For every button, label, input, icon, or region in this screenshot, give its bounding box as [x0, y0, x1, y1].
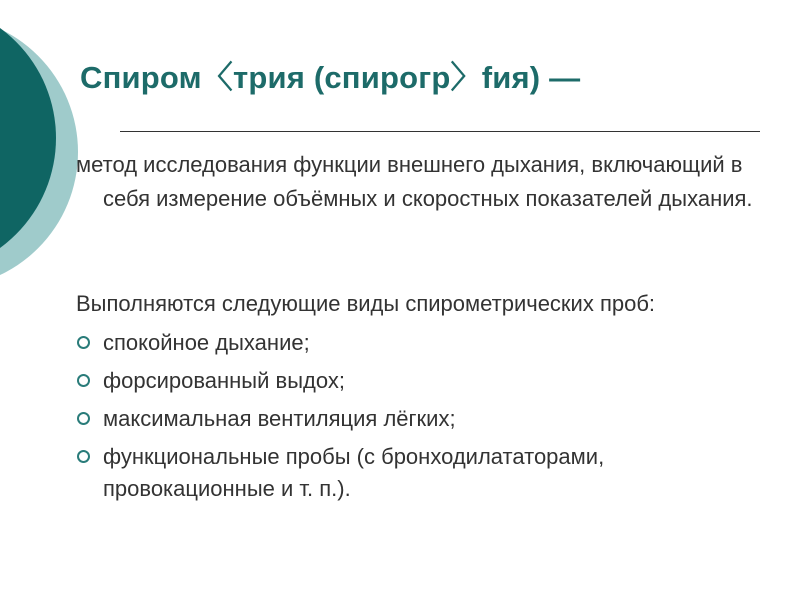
- circle-bullet-icon: [77, 336, 90, 349]
- circle-bullet-icon: [77, 450, 90, 463]
- list-item-text: спокойное дыхание;: [103, 330, 310, 355]
- list-item: [76, 327, 756, 359]
- list-item-text: функциональные пробы (с бронходилататорами, провокационные и т. п.).: [103, 444, 605, 501]
- title-underline: [120, 131, 760, 132]
- definition-text: метод исследования функции внешнего дыхания, включающий в себя измерение объёмных и скоростных показателей дыхания.: [76, 152, 753, 211]
- list-item-text: максимальная вентиляция лёгких;: [103, 406, 456, 431]
- circle-bullet-icon: [77, 412, 90, 425]
- list-item: [76, 403, 756, 435]
- circle-bullet-icon: [77, 374, 90, 387]
- probe-list: [76, 327, 756, 511]
- list-item-text: форсированный выдох;: [103, 368, 345, 393]
- slide-title: [80, 52, 580, 97]
- list-item: [76, 365, 756, 397]
- list-item: [76, 441, 756, 505]
- slide-title-text: Спиром〈трия (спирогр〉fия) —: [80, 60, 581, 95]
- intro-text: Выполняются следующие виды спирометрических проб:: [76, 291, 656, 316]
